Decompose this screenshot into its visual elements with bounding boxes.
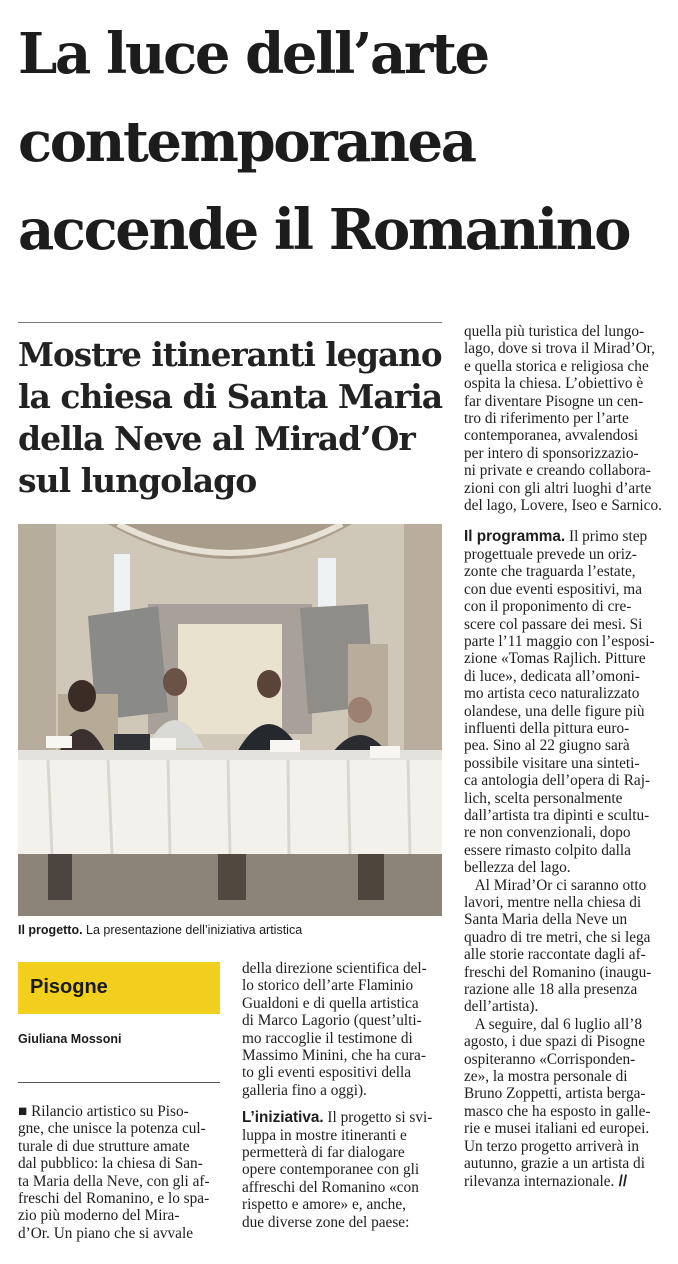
subheadline-line: della Neve al Mirad’Or — [18, 419, 415, 458]
text-line: masco che ha esposto in galle- — [464, 1102, 651, 1120]
text-line: zonte che traguarda l’estate, — [464, 563, 636, 581]
text-line: zione «Tomas Rajlich. Pitture — [464, 650, 646, 668]
text-line: freschi del Romanino (inaugu- — [464, 963, 652, 981]
text-line: Bruno Zoppetti, artista berga- — [464, 1085, 646, 1103]
text-line: rie e musei italiani ed europei. — [464, 1120, 650, 1138]
text-line: quadro di tre metri, che si lega — [464, 928, 651, 946]
text-line: ■ Rilancio artistico su Piso- — [18, 1103, 189, 1120]
text-line: dal pubblico: la chiesa di San- — [18, 1155, 203, 1173]
text-line: lavori, mentre nella chiesa di — [464, 894, 642, 911]
text-line: opere contemporanee con gli — [242, 1161, 420, 1179]
text-line: influenti della pittura euro- — [464, 719, 630, 737]
text-line: alle storie raccontate dagli af- — [464, 946, 646, 964]
text-line: zioni con gli altri luoghi d’arte — [464, 479, 652, 497]
column-a — [18, 1103, 228, 1242]
text-line: di luce», dedicata all’omoni- — [464, 667, 640, 685]
text-line: Massimo Minini, che ha cura- — [242, 1047, 426, 1065]
headline-line: accende il Romanino — [18, 197, 630, 263]
text-line: zio più moderno del Mira- — [18, 1207, 180, 1225]
photo-caption — [18, 922, 442, 938]
text-line: A seguire, dal 6 luglio all’8 — [464, 1015, 643, 1033]
text-line: Santa Maria della Neve un — [464, 911, 628, 929]
caption-text: La presentazione dell’iniziativa artistica — [82, 923, 303, 937]
author-byline: Giuliana Mossoni — [18, 1032, 122, 1046]
text-line: pea. Sino al 22 giugno sarà — [464, 737, 630, 755]
text-line: Al Mirad’Or ci saranno otto — [464, 876, 647, 894]
text-line: tro di riferimento per l’arte — [464, 410, 629, 428]
text-line: ze», la mostra personale di — [464, 1068, 628, 1086]
text-line: affreschi del Romanino «con — [242, 1178, 419, 1196]
headline-line: contemporanea — [18, 109, 475, 175]
article-headline — [18, 10, 668, 274]
section-tag — [18, 962, 220, 1014]
text-line: far diventare Pisogne un cen- — [464, 392, 644, 410]
text-line: to gli eventi espositivi della — [242, 1064, 412, 1082]
text-line: possibile visitare una sinteti- — [464, 754, 640, 772]
text-line: ospita la chiesa. L’obiettivo è — [464, 375, 644, 393]
subheadline-line: sul lungolago — [18, 461, 257, 500]
text-line: Gualdoni e di quella artistica — [242, 994, 419, 1012]
text-line: essere rimasto colpito dalla — [464, 841, 631, 859]
text-line: Un terzo progetto arriverà in — [464, 1137, 639, 1155]
text-line: razione alle 18 alla presenza — [464, 981, 638, 999]
text-line: mo artista ceco naturalizzato — [464, 685, 640, 703]
text-line: ospiteranno «Corrisponden- — [464, 1050, 636, 1068]
text-line: gne, che unisce la potenza cul- — [18, 1120, 206, 1138]
text-line: del lago, Lovere, Iseo e Sarnico. — [464, 497, 662, 515]
subheadline-line: la chiesa di Santa Maria — [18, 377, 443, 416]
text-line: con due eventi espositivi, ma — [464, 580, 642, 598]
text-line: turale di due strutture amate — [18, 1137, 190, 1155]
text-line: della direzione scientifica del- — [242, 960, 427, 977]
text-line: rispetto e amore» e, anche, — [242, 1196, 406, 1214]
text-line: galleria fino a oggi). — [242, 1081, 367, 1099]
text-line: con il proponimento di cre- — [464, 598, 632, 616]
headline-line: La luce dell’arte — [18, 21, 488, 87]
photo-illustration — [18, 524, 442, 916]
text-line: per intero di sponsorizzazio- — [464, 444, 639, 462]
text-line: di Marco Lagorio (quest’ulti- — [242, 1012, 422, 1030]
text-line: autunno, grazie a un artista di — [464, 1155, 645, 1173]
text-line: quella più turistica del lungo- — [464, 323, 645, 340]
text-line: ta Maria della Neve, con gli af- — [18, 1172, 210, 1190]
text-line: contemporanea, avvalendosi — [464, 427, 639, 445]
end-mark: // — [614, 1172, 628, 1190]
text-line: d’Or. Un piano che si avvale — [18, 1224, 194, 1242]
initiative-subheading: L’iniziativa. — [242, 1109, 324, 1127]
text-line: lo storico dell’arte Flaminio — [242, 977, 414, 995]
caption-label: Il progetto. — [18, 923, 83, 937]
text-line: rilevanza internazionale. // — [464, 1172, 628, 1190]
program-subheading: Il programma. — [464, 528, 566, 546]
text-line: lago, dove si trova il Mirad’Or, — [464, 340, 655, 358]
text-line: parte l’11 maggio con l’esposi- — [464, 632, 655, 650]
section-tag-label: Pisogne — [30, 976, 108, 998]
text-line: Il programma. Il primo step — [464, 528, 648, 546]
text-line: ni private e creando collabora- — [464, 462, 651, 480]
article-photo — [18, 524, 442, 916]
text-line: dell’artista). — [464, 998, 539, 1016]
text-line: progettuale prevede un oriz- — [464, 545, 637, 563]
text-line: permetterà di far dialogare — [242, 1144, 405, 1162]
text-line: ca antologia dell’opera di Raj- — [464, 772, 651, 790]
text-line: freschi del Romanino, e lo spa- — [18, 1190, 210, 1208]
text-line: e quella storica e religiosa che — [464, 357, 649, 375]
article-subheadline — [18, 334, 442, 502]
column-b — [242, 960, 442, 1231]
text-line: due diverse zone del paese: — [242, 1213, 410, 1231]
text-line: re non convenzionali, dopo — [464, 824, 631, 842]
text-line: agosto, i due spazi di Pisogne — [464, 1033, 645, 1051]
text-line: scere col passare dei mesi. Si — [464, 615, 643, 633]
column-c — [464, 323, 670, 1190]
text-line: olandese, una delle figure più — [464, 702, 645, 720]
text-line: lich, scelta personalmente — [464, 789, 623, 807]
text-line: dall’artista tra dipinti e scultu- — [464, 806, 650, 824]
text-line: mo raccoglie il testimone di — [242, 1029, 413, 1047]
subheadline-line: Mostre itineranti legano — [18, 335, 442, 374]
text-line: luppa in mostre itineranti e — [242, 1126, 407, 1144]
text-line: L’iniziativa. Il progetto si svi- — [242, 1109, 433, 1127]
byline-divider — [18, 1082, 220, 1083]
text-line: bellezza del lago. — [464, 859, 571, 877]
divider — [18, 322, 442, 323]
